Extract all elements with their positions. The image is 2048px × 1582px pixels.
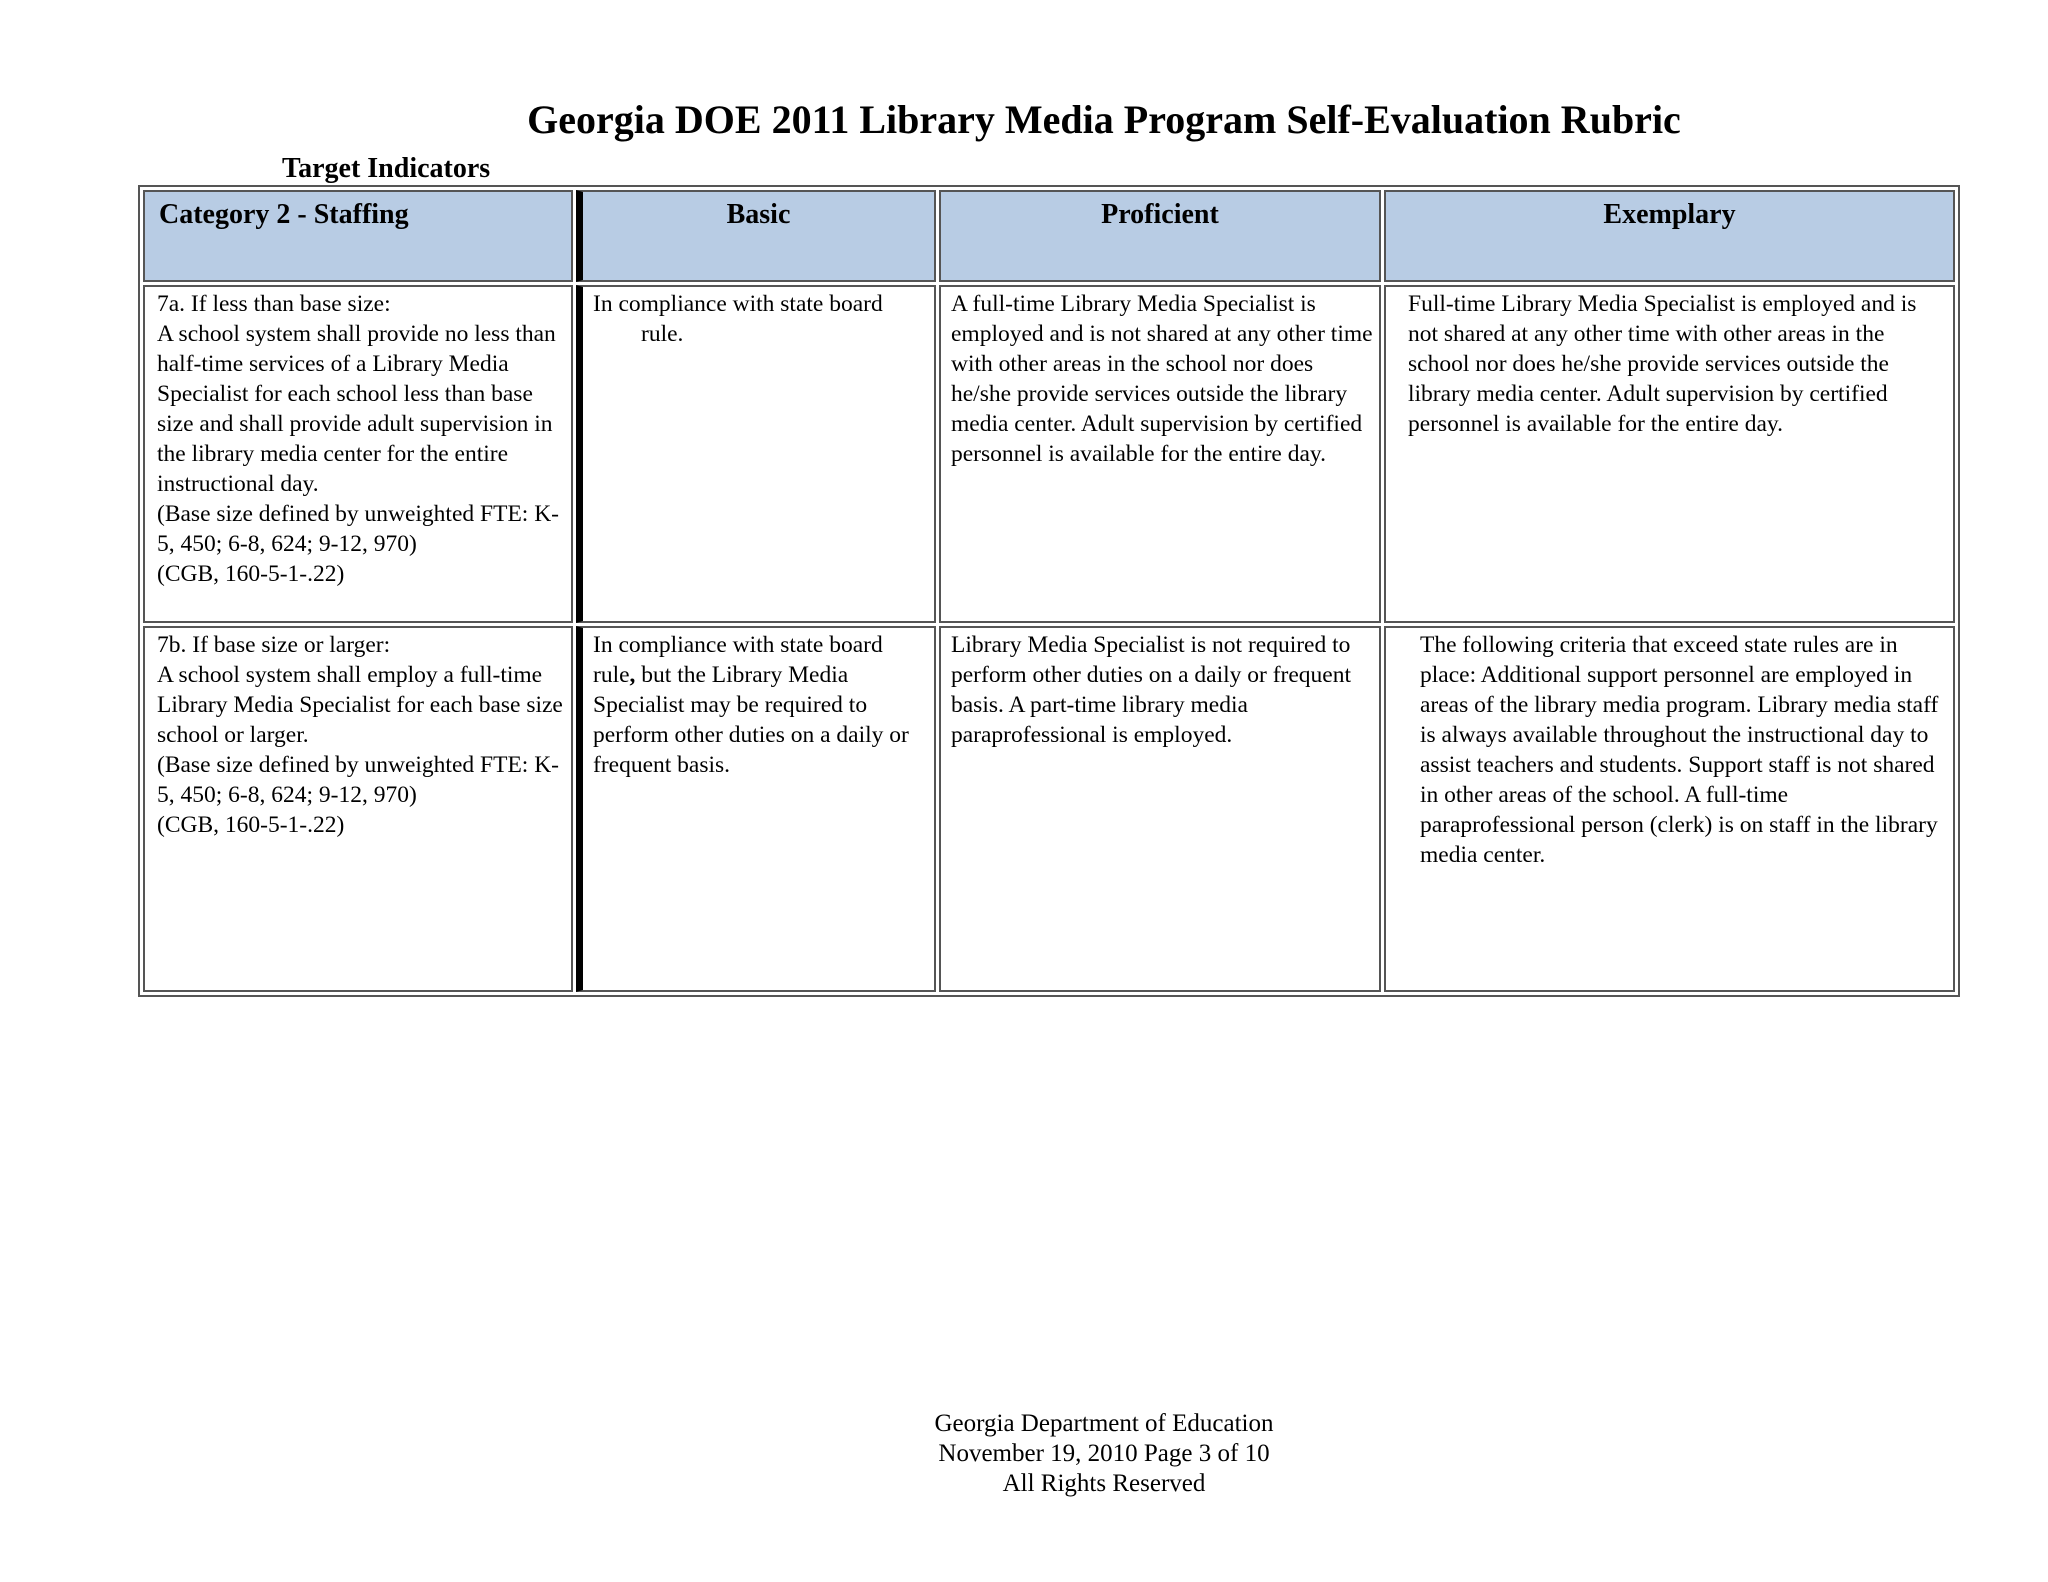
basic-cell xyxy=(576,285,936,623)
proficient-text: A full-time Library Media Specialist is employed and is not shared at any other time with other areas in the school nor does he/she provide services outside the library media center. Adult supervision by certified personnel is available for the entire day. xyxy=(951,291,1373,467)
header-row xyxy=(143,190,1955,282)
page-footer xyxy=(0,1409,2048,1499)
exemplary-header: Exemplary xyxy=(1384,190,1955,282)
proficient-cell xyxy=(939,285,1381,623)
basic-header: Basic xyxy=(576,190,936,282)
footer-organization: Georgia Department of Education xyxy=(934,1410,1274,1437)
proficient-cell xyxy=(939,626,1381,992)
indicator-heading: 7b. If base size or larger: xyxy=(157,632,391,658)
exemplary-text: The following criteria that exceed state rules are in place: Additional support personnel are employed in areas of the library media program. Library media staff is always available throughout the instructional day to assist teachers and students. Support staff is not shared in other areas of the school. A full-time paraprofessional person (clerk) is on staff in the library media center. xyxy=(1420,632,1939,868)
page-title: Georgia DOE 2011 Library Media Program Self-Evaluation Rubric xyxy=(527,97,1681,142)
exemplary-text: Full-time Library Media Specialist is employed and is not shared at any other time with other areas in the school nor does he/she provide services outside the library media center. Adult supervision by certified personnel is available for the entire day. xyxy=(1408,291,1917,437)
indicator-cell xyxy=(143,285,573,623)
footer-date-page: November 19, 2010 Page 3 of 10 xyxy=(938,1440,1270,1467)
table-row xyxy=(143,285,1955,623)
indicator-reference: (CGB, 160-5-1-.22) xyxy=(157,812,345,838)
basic-cell xyxy=(576,626,936,992)
indicator-base-size: (Base size defined by unweighted FTE: K-5, 450; 6-8, 624; 9-12, 970) xyxy=(157,501,560,557)
proficient-text: Library Media Specialist is not required to perform other duties on a daily or frequent basis. A part-time library media paraprofessional is employed. xyxy=(951,632,1352,748)
indicator-text: A school system shall employ a full-time Library Media Specialist for each base size school or larger. xyxy=(157,662,563,748)
category-header: Category 2 - Staffing xyxy=(143,190,573,282)
table-row xyxy=(143,626,1955,992)
indicator-text: A school system shall provide no less than half-time services of a Library Media Specialist for each school less than base size and shall provide adult supervision in the library media center for the entire instructional day. xyxy=(157,321,556,497)
indicator-cell xyxy=(143,626,573,992)
indicator-reference: (CGB, 160-5-1-.22) xyxy=(157,561,345,587)
proficient-header: Proficient xyxy=(939,190,1381,282)
footer-rights: All Rights Reserved xyxy=(1002,1470,1206,1497)
basic-text: In compliance with state board rule. xyxy=(593,291,883,347)
page-subtitle: Target Indicators xyxy=(282,153,491,184)
basic-text-start: In compliance with state board rule xyxy=(593,632,883,688)
basic-text xyxy=(593,630,928,780)
indicator-heading: 7a. If less than base size: xyxy=(157,291,391,317)
indicator-base-size: (Base size defined by unweighted FTE: K-5, 450; 6-8, 624; 9-12, 970) xyxy=(157,752,560,808)
exemplary-cell xyxy=(1384,626,1955,992)
basic-text-comma: , xyxy=(629,662,636,688)
exemplary-cell xyxy=(1384,285,1955,623)
rubric-table xyxy=(138,185,1960,997)
basic-text-end: but the Library Media Specialist may be required to perform other duties on a daily or frequent basis. xyxy=(593,662,909,778)
